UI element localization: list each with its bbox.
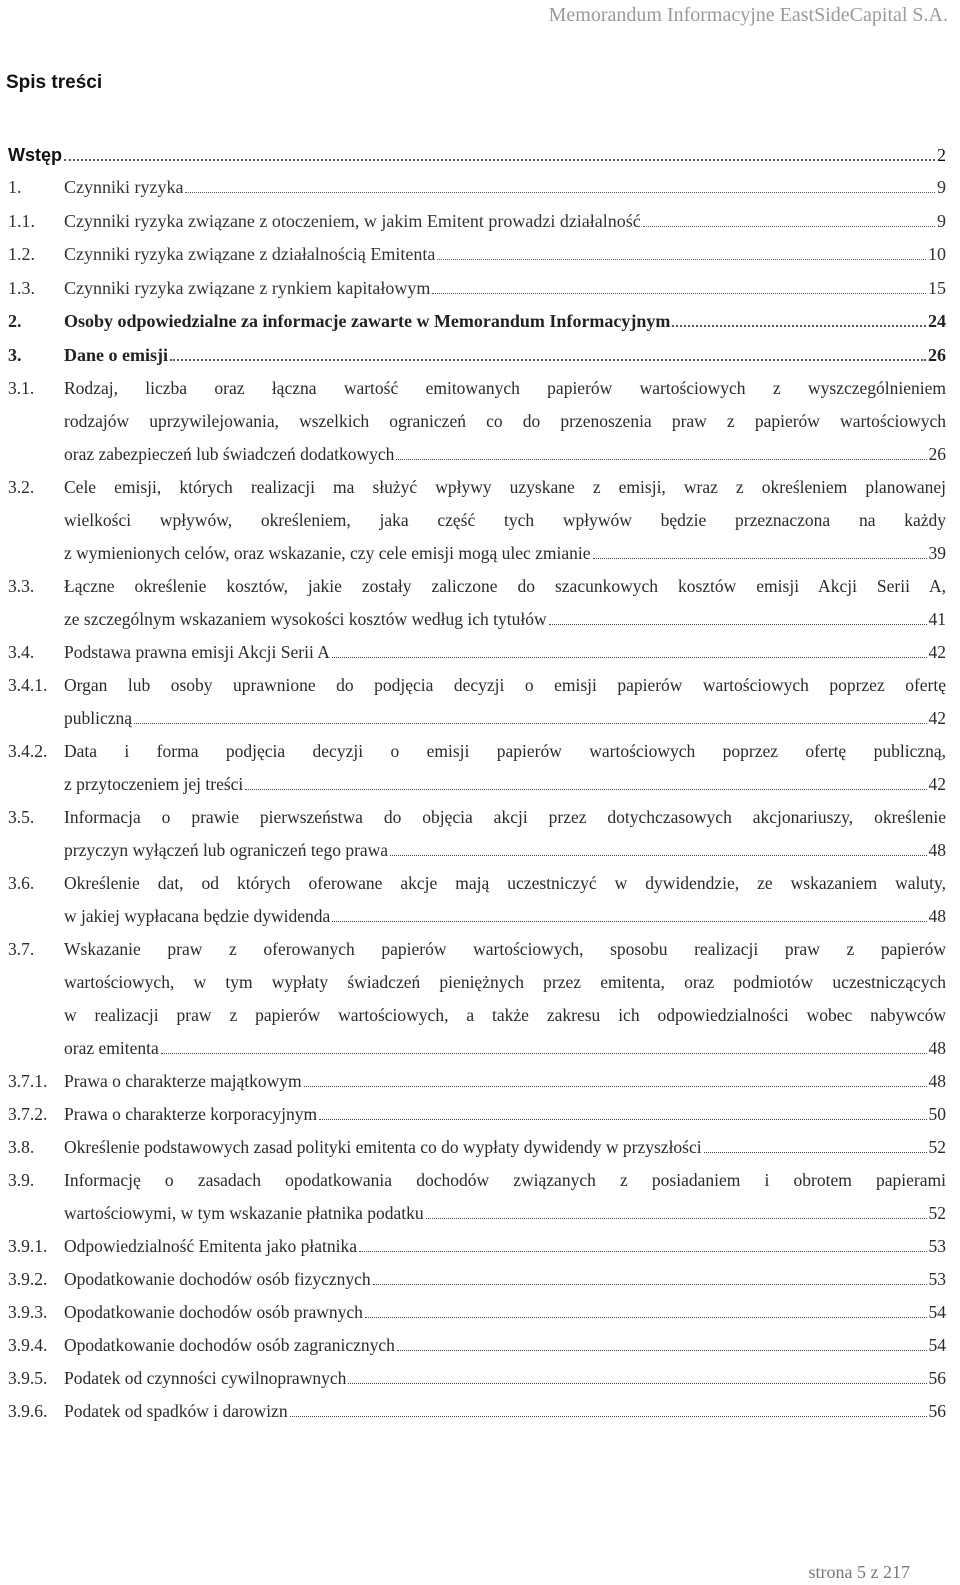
leader-dots: [170, 359, 926, 361]
leader-dots: [348, 1383, 926, 1384]
table-of-contents: [8, 139, 946, 1428]
toc-entry-number: 3.1.: [8, 378, 35, 398]
toc-entry-3-9-3[interactable]: [8, 1296, 946, 1329]
toc-entry-text-line: wartościowych, w tym wypłaty świadczeń pieniężnych przez emitenta, oraz podmiotów uczestniczących: [64, 972, 946, 992]
toc-entry-text: Osoby odpowiedzialne za informacje zawarte w Memorandum Informacyjnym: [64, 311, 671, 331]
toc-entry-number: 1.3.: [8, 277, 35, 298]
page-number-footer: strona 5 z 217: [808, 1562, 910, 1582]
toc-entry-3-1[interactable]: [8, 372, 946, 471]
toc-entry-number: 3.9.: [8, 1170, 35, 1190]
toc-page-number: 52: [928, 1137, 946, 1157]
toc-entry-text: Prawa o charakterze korporacyjnym: [64, 1104, 318, 1124]
toc-entry-text: Dane o emisji: [64, 344, 168, 365]
leader-dots: [304, 1086, 927, 1087]
toc-entry-text-line: Informacja o prawie pierwszeństwa do objęcia akcji przez dotychczasowych akcjonariuszy, określenie: [64, 807, 946, 827]
leader-dots: [365, 1317, 927, 1318]
toc-entry-3-8[interactable]: [8, 1131, 946, 1164]
toc-entry-number: 3.7.2.: [8, 1104, 48, 1124]
toc-entry-1[interactable]: [8, 171, 946, 205]
toc-entry-3-7[interactable]: [8, 933, 946, 1065]
toc-entry-number: 3.5.: [8, 807, 35, 827]
toc-entry-text: z przytoczeniem jej treści: [64, 774, 244, 794]
toc-entry-1-2[interactable]: [8, 238, 946, 272]
toc-entry-text-line: Łączne określenie kosztów, jakie zostały zaliczone do szacunkowych kosztów emisji Akcji Serii A,: [64, 576, 946, 596]
leader-dots: [437, 259, 926, 260]
toc-entry-text: z wymienionych celów, oraz wskazanie, czy cele emisji mogą ulec zmianie: [64, 543, 591, 563]
toc-entry-3-3[interactable]: [8, 570, 946, 636]
toc-entry-number: 3.9.5.: [8, 1368, 48, 1388]
toc-entry-3-9-2[interactable]: [8, 1263, 946, 1296]
toc-entry-number: 2.: [8, 311, 22, 331]
toc-page-number: 48: [928, 906, 946, 926]
toc-entry-text-line: w realizacji praw z papierów wartościowych, a także zakresu ich odpowiedzialności wobec nabywców: [64, 1005, 946, 1025]
toc-page-number: 42: [928, 642, 946, 662]
toc-page-number: 48: [928, 1071, 946, 1091]
toc-page-number: 41: [928, 609, 946, 629]
toc-entry-number: 3.8.: [8, 1137, 35, 1157]
toc-entry-text: Odpowiedzialność Emitenta jako płatnika: [64, 1236, 358, 1256]
toc-entry-number: 3.7.: [8, 939, 35, 959]
leader-dots: [643, 226, 935, 227]
toc-entry-text-line: Cele emisji, których realizacji ma służyć wpływy uzyskane z emisji, wraz z określeniem planowanej: [64, 477, 946, 497]
leader-dots: [185, 192, 935, 193]
toc-entry-number: 3.2.: [8, 477, 35, 497]
toc-entry-text: ze szczególnym wskazaniem wysokości kosztów według ich tytułów: [64, 609, 547, 629]
toc-entry-text: Podstawa prawna emisji Akcji Serii A: [64, 642, 330, 662]
toc-entry-number: 3.9.3.: [8, 1302, 48, 1322]
toc-entry-1-1[interactable]: [8, 205, 946, 239]
toc-entry-3-2[interactable]: [8, 471, 946, 570]
toc-entry-text-line: Informację o zasadach opodatkowania dochodów związanych z posiadaniem i obrotem papierami: [64, 1170, 946, 1190]
toc-entry-text-line: Data i forma podjęcia decyzji o emisji papierów wartościowych poprzez ofertę publiczną,: [64, 741, 946, 761]
leader-dots: [319, 1119, 926, 1120]
leader-dots: [290, 1416, 927, 1417]
toc-entry-text: Opodatkowanie dochodów osób prawnych: [64, 1302, 363, 1322]
toc-entry-3-4-2[interactable]: [8, 735, 946, 801]
toc-page-number: 24: [928, 311, 946, 331]
leader-dots: [373, 1284, 927, 1285]
leader-dots: [64, 159, 935, 161]
toc-entry-text: Opodatkowanie dochodów osób fizycznych: [64, 1269, 371, 1289]
toc-entry-text: Podatek od spadków i darowizn: [64, 1401, 288, 1421]
toc-page-number: 42: [928, 708, 946, 728]
toc-entry-number: 3.9.6.: [8, 1401, 48, 1421]
toc-page-number: 54: [928, 1335, 946, 1355]
toc-entry-number: 3.3.: [8, 576, 35, 596]
toc-entry-3-6[interactable]: [8, 867, 946, 933]
toc-entry-1-3[interactable]: [8, 272, 946, 306]
toc-entry-text: Określenie podstawowych zasad polityki emitenta co do wypłaty dywidendy w przyszłości: [64, 1137, 702, 1157]
toc-page-number: 9: [937, 177, 946, 197]
toc-page-number: 52: [928, 1203, 946, 1223]
toc-entry-number: 3.9.1.: [8, 1236, 48, 1256]
toc-entry-3-9-5[interactable]: [8, 1362, 946, 1395]
toc-entry-text: Wstęp: [8, 145, 62, 165]
leader-dots: [134, 723, 926, 724]
toc-entry-number: 3.7.1.: [8, 1071, 48, 1091]
toc-entry-text: Podatek od czynności cywilnoprawnych: [64, 1368, 347, 1388]
toc-entry-number: 3.9.4.: [8, 1335, 48, 1355]
leader-dots: [704, 1152, 927, 1153]
toc-entry-text: Czynniki ryzyka związane z rynkiem kapitałowym: [64, 277, 431, 298]
toc-entry-3-9-1[interactable]: [8, 1230, 946, 1263]
toc-entry-3-7-2[interactable]: [8, 1098, 946, 1131]
toc-entry-text-line: Określenie dat, od których oferowane akcje mają uczestniczyć w dywidendzie, ze wskazaniem waluty,: [64, 873, 946, 893]
toc-entry-2[interactable]: [8, 305, 946, 339]
toc-entry-text: Czynniki ryzyka: [64, 177, 184, 197]
toc-title: Spis treści: [6, 72, 103, 93]
leader-dots: [396, 459, 926, 460]
toc-entry-number: 3.9.2.: [8, 1269, 48, 1289]
toc-entry-text: Prawa o charakterze majątkowym: [64, 1071, 302, 1091]
toc-page-number: 26: [928, 444, 946, 464]
toc-entry-3-9[interactable]: [8, 1164, 946, 1230]
toc-entry-number: 3.4.2.: [8, 741, 48, 761]
toc-entry-3-5[interactable]: [8, 801, 946, 867]
toc-entry-number: 3.6.: [8, 873, 35, 893]
toc-entry-text: Czynniki ryzyka związane z działalnością Emitenta: [64, 244, 436, 264]
toc-page-number: 15: [928, 277, 946, 298]
toc-entry-3-9-4[interactable]: [8, 1329, 946, 1362]
toc-entry-3-4-1[interactable]: [8, 669, 946, 735]
toc-entry-text-line: rodzajów uprzywilejowania, wszelkich ograniczeń co do przenoszenia praw z papierów wartościowych: [64, 411, 946, 431]
toc-page-number: 26: [928, 344, 946, 365]
toc-entry-text: oraz zabezpieczeń lub świadczeń dodatkowych: [64, 444, 395, 464]
toc-entry-3-9-6[interactable]: [8, 1395, 946, 1428]
toc-entry-number: 1.: [8, 177, 22, 197]
leader-dots: [161, 1053, 927, 1054]
toc-entry-text: oraz emitenta: [64, 1038, 159, 1058]
toc-page-number: 56: [928, 1368, 946, 1388]
toc-entry-wstep[interactable]: [8, 139, 946, 171]
toc-entry-text-line: wielkości wpływów, określeniem, jaka część tych wpływów będzie przeznaczona na każdy: [64, 510, 946, 530]
leader-dots: [593, 558, 927, 559]
toc-entry-text: publiczną: [64, 708, 133, 728]
leader-dots: [332, 921, 926, 922]
leader-dots: [426, 1218, 927, 1219]
toc-entry-text-line: Organ lub osoby uprawnione do podjęcia decyzji o emisji papierów wartościowych poprzez ofertę: [64, 675, 946, 695]
leader-dots: [390, 855, 926, 856]
toc-page-number: 54: [928, 1302, 946, 1322]
document-header: Memorandum Informacyjne EastSideCapital S.A.: [548, 4, 948, 26]
toc-entry-text: przyczyn wyłączeń lub ograniczeń tego prawa: [64, 840, 389, 860]
toc-page-number: 10: [928, 244, 946, 264]
toc-entry-text: w jakiej wypłacana będzie dywidenda: [64, 906, 331, 926]
toc-page-number: 53: [928, 1269, 946, 1289]
toc-entry-number: 3.4.: [8, 642, 35, 662]
toc-page-number: 39: [928, 543, 946, 563]
toc-page-number: 2: [937, 145, 946, 165]
toc-entry-3-4[interactable]: [8, 636, 946, 669]
toc-entry-3-7-1[interactable]: [8, 1065, 946, 1098]
toc-entry-number: 1.2.: [8, 244, 35, 264]
toc-page-number: 53: [928, 1236, 946, 1256]
leader-dots: [549, 624, 927, 625]
leader-dots: [432, 293, 926, 294]
toc-entry-text-line: Rodzaj, liczba oraz łączna wartość emitowanych papierów wartościowych z wyszczególnieniem: [64, 378, 946, 398]
toc-page-number: 9: [937, 210, 946, 231]
toc-entry-number: 3.4.1.: [8, 675, 48, 695]
toc-entry-number: 1.1.: [8, 210, 35, 231]
toc-page-number: 48: [928, 1038, 946, 1058]
leader-dots: [359, 1251, 926, 1252]
leader-dots: [245, 789, 926, 790]
leader-dots: [672, 325, 926, 327]
toc-page-number: 50: [928, 1104, 946, 1124]
toc-page-number: 42: [928, 774, 946, 794]
toc-entry-text: Opodatkowanie dochodów osób zagranicznych: [64, 1335, 395, 1355]
toc-entry-3[interactable]: [8, 339, 946, 373]
toc-page-number: 48: [928, 840, 946, 860]
toc-entry-number: 3.: [8, 344, 22, 365]
leader-dots: [332, 657, 927, 658]
toc-page-number: 56: [928, 1401, 946, 1421]
toc-entry-text: wartościowymi, w tym wskazanie płatnika podatku: [64, 1203, 424, 1223]
toc-entry-text-line: Wskazanie praw z oferowanych papierów wartościowych, sposobu realizacji praw z papierów: [64, 939, 946, 959]
leader-dots: [397, 1350, 927, 1351]
toc-entry-text: Czynniki ryzyka związane z otoczeniem, w jakim Emitent prowadzi działalność: [64, 210, 641, 231]
